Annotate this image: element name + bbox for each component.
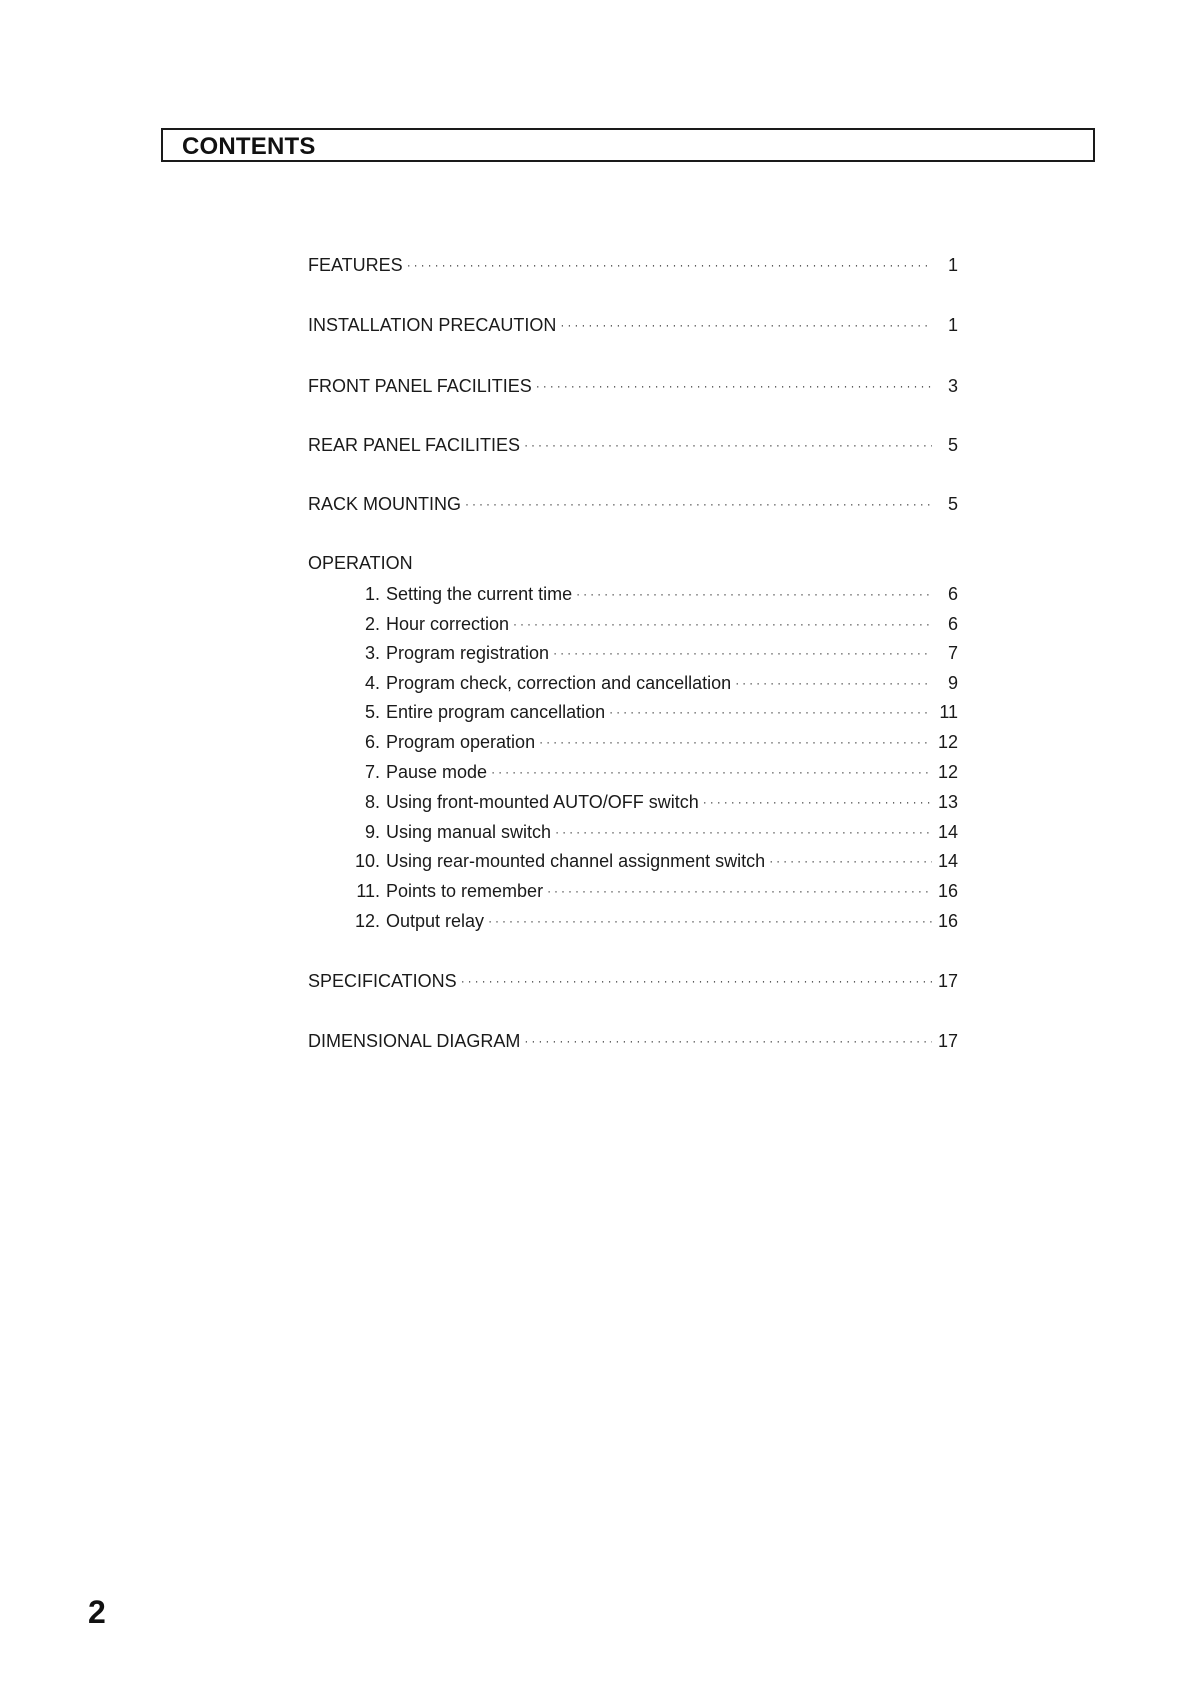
toc-subentry-number: 6. [364,732,380,752]
toc-entry-label: INSTALLATION PRECAUTION [308,315,557,335]
dot-leader [576,582,932,606]
toc-subentry-page: 9 [947,673,958,693]
toc-subentry-label: Setting the current time [386,584,573,604]
toc-subentry-page: 14 [937,851,958,871]
dot-leader [461,969,932,993]
toc-subentry-label: Hour correction [386,614,510,634]
toc-entry-label: RACK MOUNTING [308,494,461,514]
toc-subentry[interactable] [348,582,958,606]
toc-subentry-number: 8. [364,792,380,812]
toc-subentry-page: 7 [947,643,958,663]
toc-subentry-page: 14 [937,822,958,842]
dot-leader [539,730,932,754]
toc-subentry[interactable] [348,641,958,665]
toc-subentry[interactable] [348,879,958,903]
toc-subentry-number: 2. [364,614,380,634]
page-number: 2 [88,1594,106,1630]
toc-entry-page: 5 [947,435,958,455]
toc-subentry-page: 16 [937,881,958,901]
toc-subentry-number: 10. [354,851,380,871]
dot-leader [465,492,932,516]
toc-entry-front-panel-facilities[interactable] [308,374,958,398]
toc-entry-specifications[interactable] [308,969,958,993]
toc-subentry[interactable] [348,909,958,933]
toc-entry-dimensional-diagram[interactable] [308,1029,958,1053]
toc-subentry-page: 12 [937,732,958,752]
dot-leader [536,374,932,398]
toc-subentry-number: 7. [364,762,380,782]
toc-subentry-number: 5. [364,702,380,722]
toc-subentry-label: Using manual switch [386,822,552,842]
toc-subentry-page: 13 [937,792,958,812]
contents-title: CONTENTS [182,133,316,160]
toc-entry-rear-panel-facilities[interactable] [308,433,958,457]
operation-heading[interactable]: OPERATION [308,553,413,573]
dot-leader [513,612,932,636]
dot-leader [407,253,932,277]
toc-entry-installation-precaution[interactable] [308,313,958,337]
dot-leader [703,790,932,814]
toc-subentry-page: 12 [937,762,958,782]
toc-entry-page: 5 [947,494,958,514]
dot-leader [609,700,932,724]
toc-subentry-page: 6 [947,584,958,604]
toc-entry-label: FRONT PANEL FACILITIES [308,376,532,396]
toc-subentry[interactable] [348,612,958,636]
dot-leader [524,1029,932,1053]
toc-subentry-label: Using rear-mounted channel assignment switch [386,851,766,871]
toc-subentry-label: Entire program cancellation [386,702,606,722]
toc-entry-page: 17 [937,971,958,991]
toc-subentry-number: 3. [364,643,380,663]
toc-subentry[interactable] [348,730,958,754]
toc-entry-label: DIMENSIONAL DIAGRAM [308,1031,521,1051]
toc-entry-label: SPECIFICATIONS [308,971,457,991]
toc-entry-rack-mounting[interactable] [308,492,958,516]
toc-entry-page: 3 [947,376,958,396]
toc-subentry[interactable] [348,671,958,695]
toc-subentry-label: Output relay [386,911,485,931]
toc-subentry[interactable] [348,700,958,724]
toc-subentry-label: Program check, correction and cancellation [386,673,732,693]
dot-leader [491,760,932,784]
toc-subentry-page: 11 [939,702,958,722]
contents-header-box [161,128,1095,162]
toc-entry-features[interactable] [308,253,958,277]
toc-subentry-label: Points to remember [386,881,544,901]
dot-leader [555,820,932,844]
toc-subentry-page: 6 [947,614,958,634]
toc-subentry-label: Using front-mounted AUTO/OFF switch [386,792,699,812]
toc-entry-page: 17 [937,1031,958,1051]
toc-subentry-label: Program operation [386,732,536,752]
toc-subentry[interactable] [348,820,958,844]
toc-subentry-number: 1. [364,584,380,604]
toc-entry-page: 1 [947,315,958,335]
toc-subentry-label: Pause mode [386,762,488,782]
toc-subentry-number: 4. [364,673,380,693]
toc-entry-label: REAR PANEL FACILITIES [308,435,521,455]
dot-leader [735,671,932,695]
toc-subentry[interactable] [348,790,958,814]
dot-leader [488,909,932,933]
toc-subentry[interactable] [348,760,958,784]
toc-entry-label: FEATURES [308,255,403,275]
toc-subentry-number: 12. [354,911,380,931]
dot-leader [547,879,932,903]
toc-subentry-number: 11. [356,881,380,901]
toc-subentry-page: 16 [937,911,958,931]
toc-entry-page: 1 [947,255,958,275]
dot-leader [560,313,932,337]
dot-leader [524,433,932,457]
toc-subentry-label: Program registration [386,643,550,663]
dot-leader [553,641,932,665]
dot-leader [769,849,932,873]
toc-subentry[interactable] [348,849,958,873]
toc-subentry-number: 9. [364,822,380,842]
